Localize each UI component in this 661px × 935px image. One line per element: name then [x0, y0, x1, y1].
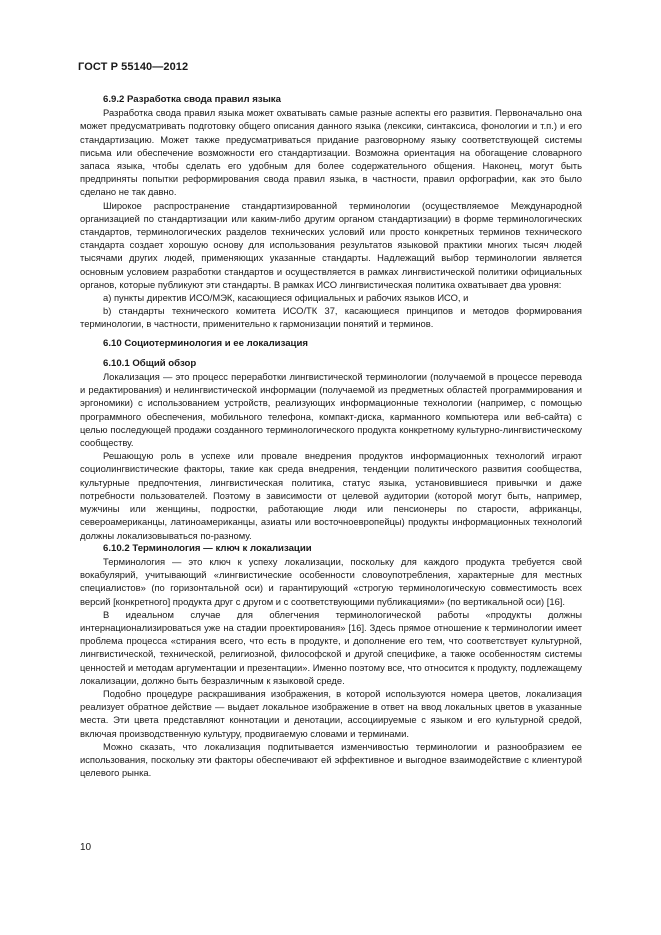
page-number: 10: [80, 842, 92, 853]
section-title-6-9-2: 6.9.2 Разработка свода правил языка: [103, 94, 281, 105]
paragraph: Решающую роль в успехе или провале внедрения продуктов информационных технологий играют социолингвистические факторы, такие как среда внедрения, тенденции политического развития сообщества, культурные предпочтения, лингвистическая политика, статус языка, установившиеся привычки и даже потребности пользователей. Поэтому в зависимости от целевой аудитории (которой могут быть, например, мужчины или женщины, подростки, работающие люди или пенсионеры по старости, африканцы, североамериканцы, латиноамериканцы, азиаты или восточноевропейцы) продукты информационных технологий должны локализовываться по-разному.: [80, 450, 582, 541]
document-body: [80, 93, 582, 779]
paragraph: Широкое распространение стандартизированной терминологии (осуществляемое Международной организацией по стандартизации или каким-либо другим органом стандартизации) в форме терминологических стандартов, терминологических разделов технических условий или просто конкретных терминов технического стандарта создает хорошую основу для использования результатов языковой практики многих тысяч людей тысячами других людей, применяющих указанные стандарты. Надлежащий выбор терминологии является основным условием разработки стандартов и осуществляется в рамках лингвистической политики официальных органов, которые публикуют эти стандарты. В рамках ИСО лингвистическая политика охватывает два уровня:: [80, 199, 582, 290]
standard-header: ГОСТ Р 55140—2012: [78, 61, 189, 73]
section-title-6-10-2: 6.10.2 Терминология — ключ к локализации: [103, 542, 312, 554]
paragraph: Локализация — это процесс переработки лингвистической терминологии (получаемой в процессе перевода и редактирования) и нелингвистической информации (получаемой из предметных областей программирования и эргономики) с использованием устройств, реализующих информационные технологии (например, с помощью программного обеспечения, мобильного телефона, компакт-диска, карманного компьютера или веб-сайта) с целью последующей продажи созданного терминологического продукта конкретному культурно-лингвистическому сообществу.: [80, 371, 582, 449]
section-title-6-10-1: 6.10.1 Общий обзор: [103, 357, 197, 369]
section-title-6-10: 6.10 Социотерминология и ее локализация: [103, 337, 308, 349]
paragraph: Можно сказать, что локализация подпитывается изменчивостью терминологии и разнообразием ее использования, поскольку эти факторы обеспечивают ей эффективное и выгодное взаимодействие с клиентурой целевого рынка.: [80, 740, 582, 779]
iso-policy-list: [80, 291, 582, 331]
paragraph: В идеальном случае для облегчения терминологической работы «продукты должны интернационализироваться уже на стадии проектирования» [16]. Здесь прямое отношение к терминологии имеет проблема процесса «стирания всего, что есть в продукте, и дополнение его тем, что соответствует культурной, лингвистической, технической, религиозной, философской и другой специфике, а также особенностям системы ценностей и методам аргументации и презентации». Именно поэтому все, что относится к продукту, подлежащему локализации, должно быть безразличным к языковой среде.: [80, 608, 582, 686]
paragraph: Терминология — это ключ к успеху локализации, поскольку для каждого продукта требуется свой вокабулярий, учитывающий «лингвистические особенности словоупотребления, характерные для местных специалистов» (по горизонтальной оси) и гарантирующий «строгую терминологическую совместимость всех версий [конкретного] продукта друг с другом и с соответствующими публикациями» (по вертикальной оси) [16].: [80, 555, 582, 607]
list-item: a) пункты директив ИСО/МЭК, касающиеся официальных и рабочих языков ИСО, и: [103, 292, 469, 304]
paragraph: Подобно процедуре раскрашивания изображения, в которой используются номера цветов, локализация реализует обратное действие — выдает локальное изображение в ответ на ввод локальных цветов в указанные места. Эти цвета представляют коннотации и денотации, ассоциируемые с языком и его культурной средой, включая производственную культуру, продвигаемую словами и терминами.: [80, 687, 582, 739]
paragraph: Разработка свода правил языка может охватывать самые разные аспекты его развития. Первоначально она может предусматривать подготовку общего описания данного языка (лексики, синтаксиса, фонологии и т.п.) и его стандартизацию. Может также предусматриваться придание разговорному языку соответствующей системы письма или обеспечение возможности его стандартизации. Возможна ориентация на обогащение словарного запаса языка, чтобы сделать его удобным для более содержательного общения. Наконец, могут быть предприняты попытки реформирования свода правил языка, в частности, правил орфографии, как это было сделано не так давно.: [80, 107, 582, 198]
list-item: b) стандарты технического комитета ИСО/ТК 37, касающиеся принципов и методов формирования терминологии, в частности, применительно к гармонизации понятий и терминов.: [80, 305, 582, 330]
